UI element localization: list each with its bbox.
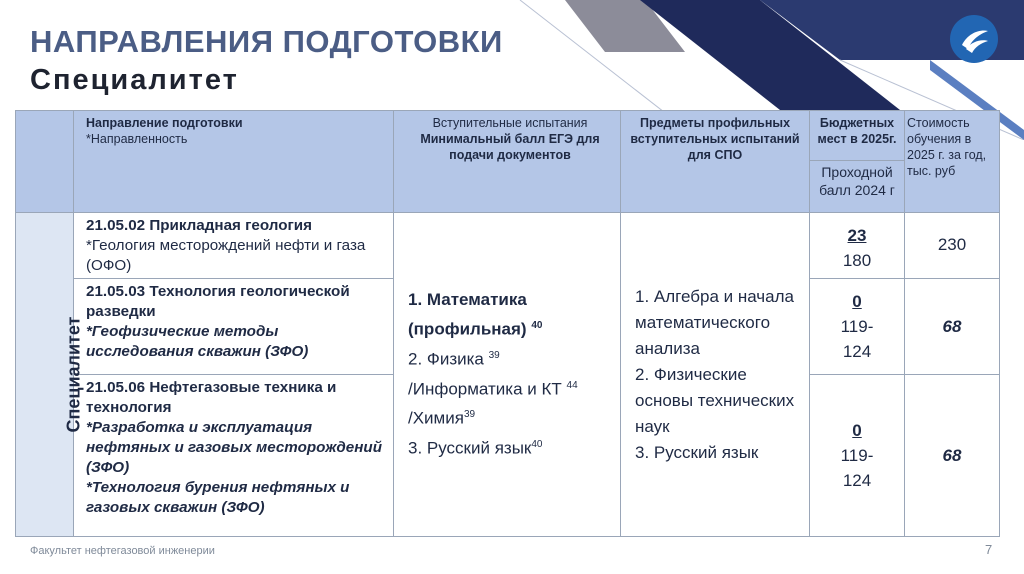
header-pass-score-cell xyxy=(810,161,905,213)
test-russian: 3. Русский язык xyxy=(408,438,532,458)
side-label: Специалитет xyxy=(63,316,84,433)
program-row-1 xyxy=(74,213,394,279)
header-side-cell xyxy=(16,111,74,213)
test-math-score: 40 xyxy=(531,320,543,332)
test-informatics-score: 44 xyxy=(566,379,578,391)
program-code: 21.05.06 Нефтегазовые техника и технология xyxy=(86,379,337,416)
program-code: 21.05.02 Прикладная геология xyxy=(86,217,313,234)
spo-subject-russian: 3. Русский язык xyxy=(635,442,759,462)
program-specialization: *Технология бурения нефтяных и газовых скважин (ЗФО) xyxy=(86,479,350,516)
program-specialization: *Геофизические методы исследования скважин (ЗФО) xyxy=(86,323,309,360)
footer-faculty: Факультет нефтегазовой инженерии xyxy=(30,545,215,557)
budget-cell-1 xyxy=(810,213,905,279)
cost-value: 68 xyxy=(942,445,962,465)
header-spo-cell xyxy=(621,111,810,213)
spo-subject-physics: 2. Физические основы технических наук xyxy=(635,364,795,436)
test-physics: 2. Физика xyxy=(408,349,484,369)
budget-places: 23 xyxy=(847,226,867,245)
program-row-2 xyxy=(74,279,394,375)
header-tests-label: Вступительные испытания xyxy=(432,116,588,130)
header-specialization-label: *Направленность xyxy=(86,132,188,146)
page-number: 7 xyxy=(985,542,993,557)
test-physics-score: 39 xyxy=(488,350,500,362)
university-logo xyxy=(950,15,998,63)
test-math: 1. Математика (профильная) xyxy=(408,290,527,340)
header-cost-label: Стоимость обучения в 2025 г. за год, тыс. руб xyxy=(907,116,987,178)
header-pass-score-label: Проходной балл 2024 г xyxy=(819,164,895,198)
pass-score: 180 xyxy=(842,251,872,270)
header-budget-label: Бюджетных мест в 2025г. xyxy=(817,116,897,146)
header-program-cell xyxy=(74,111,394,213)
spo-subject-algebra: 1. Алгебра и начала математического анализа xyxy=(635,286,794,358)
entrance-tests-cell xyxy=(394,213,621,537)
page-subtitle: Специалитет xyxy=(30,64,239,96)
budget-cell-2 xyxy=(810,279,905,375)
budget-cell-3 xyxy=(810,375,905,537)
program-specialization: *Геология месторождений нефти и газа (ОФО) xyxy=(86,237,366,274)
test-informatics: /Информатика и КТ xyxy=(408,379,562,399)
side-label-cell xyxy=(16,213,84,537)
pass-score: 119-124 xyxy=(840,317,874,361)
header-budget-cell xyxy=(810,111,905,161)
test-chemistry: /Химия xyxy=(408,408,464,428)
pass-score: 119-124 xyxy=(840,446,874,490)
cost-value: 68 xyxy=(942,316,962,336)
cost-cell-1 xyxy=(905,213,1000,279)
header-spo-label: Предметы профильных вступительных испытаний для СПО xyxy=(630,116,800,162)
test-russian-score: 40 xyxy=(531,438,543,450)
programs-table xyxy=(15,110,1000,537)
cost-value: 230 xyxy=(937,235,967,254)
page-title: НАПРАВЛЕНИЯ ПОДГОТОВКИ xyxy=(30,24,503,59)
program-specialization: *Разработка и эксплуатация нефтяных и газовых месторождений (ЗФО) xyxy=(86,419,382,476)
program-code: 21.05.03 Технология геологической разведки xyxy=(86,283,350,320)
budget-places: 0 xyxy=(852,292,862,311)
test-chemistry-score: 39 xyxy=(463,409,476,421)
header-tests-cell xyxy=(394,111,621,213)
cost-cell-3 xyxy=(905,375,1000,537)
header-cost-cell xyxy=(905,111,1000,213)
bird-wing-icon xyxy=(950,15,998,63)
program-row-3 xyxy=(74,375,394,537)
header-program-label: Направление подготовки xyxy=(86,116,243,130)
header-min-score-label: Минимальный балл ЕГЭ для подачи документов xyxy=(420,132,600,162)
budget-places: 0 xyxy=(852,421,862,440)
cost-cell-2 xyxy=(905,279,1000,375)
spo-subjects-cell xyxy=(621,213,810,537)
